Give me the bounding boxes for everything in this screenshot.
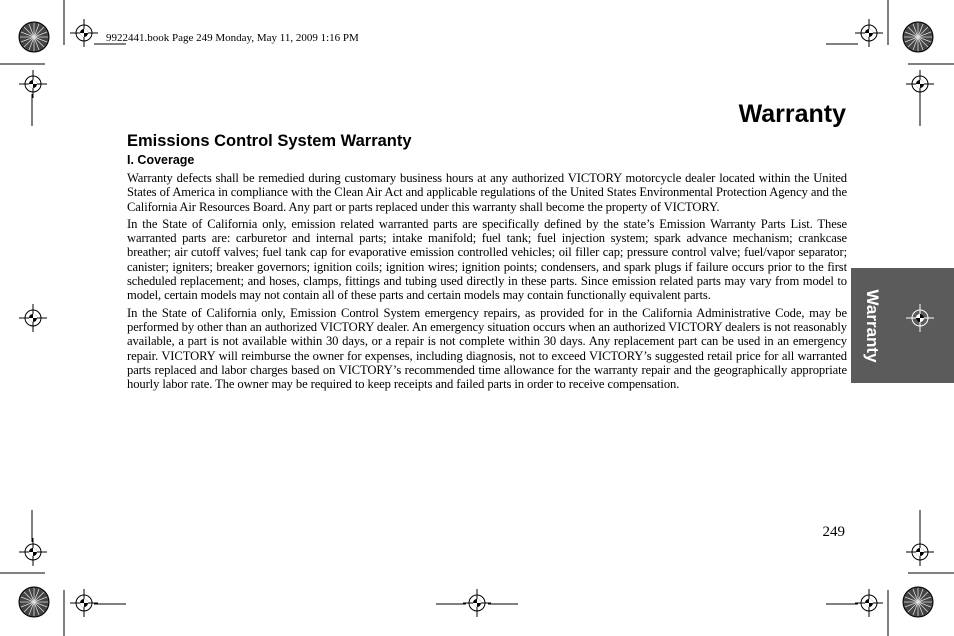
registration-star-icon <box>903 22 933 52</box>
crosshair-target-icon <box>19 538 47 566</box>
page-number: 249 <box>822 524 845 540</box>
main-content <box>127 132 847 394</box>
page-title: Warranty <box>738 100 846 128</box>
registration-star-icon <box>19 22 49 52</box>
print-header: 9922441.book Page 249 Monday, May 11, 2009 1:16 PM <box>106 32 359 44</box>
paragraph: In the State of California only, Emission Control System emergency repairs, as provided for in the California Administrative Code, may be performed by other than an authorized VICTORY dealer. An emergency situation occurs when an authorized VICTORY dealers is not reasonably available, a part is not available within 30 days, or a repair is not complete within 30 days. Any replacement part can be used in an emergency repair. VICTORY will reimburse the owner for expenses, including diagnosis, not to exceed VICTORY’s suggested retail price for all warranted parts replaced and labor charges based on VICTORY’s recommended time allowance for the warranty repair and the geographically appropriate hourly labor rate. The owner may be required to keep receipts and failed parts in order to receive compensation. <box>127 305 847 392</box>
crosshair-target-icon <box>855 589 883 617</box>
paragraph: In the State of California only, emission related warranted parts are specifically defined by the state’s Emission Warranty Parts List. These warranted parts are: carburetor and internal parts; intake manifold; fuel tank; fuel injection system; spark advance mechanism; crankcase breather; air cutoff valves; fuel tank cap for evaporative emission controlled vehicles; oil filler cap; pressure control valve; fuel/vapor separator; canister; igniters; breaker governors; ignition coils; ignition wires; ignition points; condensers, and spark plugs if failure occurs prior to the first scheduled replacement; and hoses, clamps, fittings and tubing used directly in these parts. Since emission related parts may vary from model to model, certain models may not contain all of these parts and certain models may contain functionally equivalent parts. <box>127 216 847 303</box>
subsection-heading: I. Coverage <box>127 153 195 167</box>
registration-star-icon <box>903 587 933 617</box>
crosshair-target-icon <box>19 70 47 98</box>
crosshair-target-icon <box>70 589 98 617</box>
registration-star-icon <box>19 587 49 617</box>
crosshair-target-icon <box>70 19 98 47</box>
section-heading: Emissions Control System Warranty <box>127 132 412 150</box>
chapter-tab-label: Warranty <box>863 289 882 363</box>
crosshair-target-icon <box>855 19 883 47</box>
crosshair-target-icon <box>463 589 491 617</box>
crosshair-target-icon <box>19 304 47 332</box>
crosshair-target-icon <box>906 538 934 566</box>
crosshair-target-icon <box>906 70 934 98</box>
paragraph: Warranty defects shall be remedied during customary business hours at any authorized VICTORY motorcycle dealer located within the United States of America in compliance with the Clean Air Act and applicable regulations of the United States Environmental Protection Agency and the California Air Resources Board. Any part or parts replaced under this warranty shall become the property of VICTORY. <box>127 171 847 214</box>
